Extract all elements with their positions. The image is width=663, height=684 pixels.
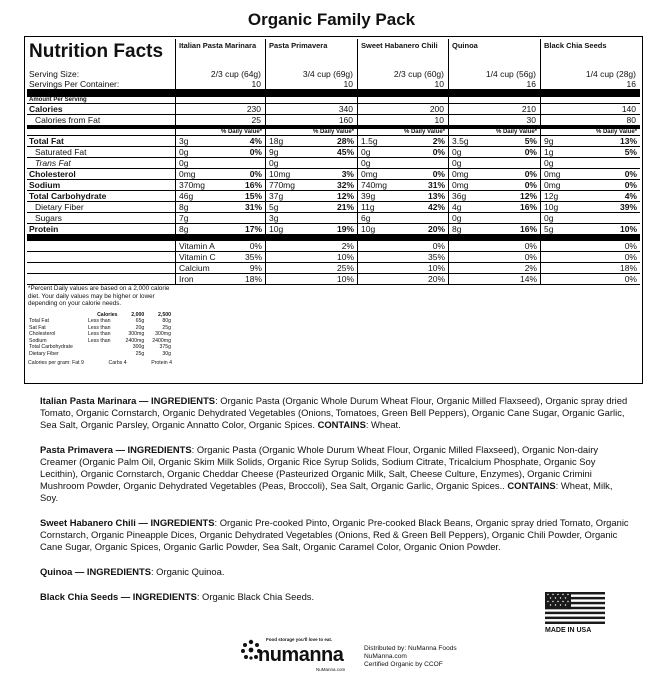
ingredient-product: Quinoa — INGREDIENTS xyxy=(40,566,151,577)
nutrient-cell xyxy=(540,202,640,213)
vitamin-cell xyxy=(265,241,357,252)
nutrient-label: Protein xyxy=(29,224,59,234)
nutrient-cell xyxy=(265,158,357,169)
vitamin-value: 18% xyxy=(619,263,637,273)
nutrient-percent: 0% xyxy=(524,169,537,179)
nutrient-amount: 0mg xyxy=(179,169,196,179)
ft-cell: Sodium xyxy=(29,337,47,344)
nutrient-cell xyxy=(540,191,640,202)
calories-fat-value: 160 xyxy=(265,115,357,125)
ft-cell: Sat Fat xyxy=(29,324,46,331)
calories-fat-value: 10 xyxy=(357,115,448,125)
product-header: Italian Pasta Marinara xyxy=(175,39,265,69)
rule xyxy=(357,90,448,97)
ft-cell: Total Fat xyxy=(29,318,49,324)
nutrient-cell xyxy=(175,224,265,234)
blank xyxy=(448,97,540,104)
nutrient-percent: 16% xyxy=(519,224,537,234)
nutrient-cell xyxy=(175,191,265,202)
ft-cell: 65g xyxy=(135,318,145,324)
vitamin-cell xyxy=(448,274,540,285)
servings-value: 10 xyxy=(265,79,357,90)
nutrient-cell xyxy=(265,180,357,191)
nutrient-amount: 3g xyxy=(179,136,189,146)
calories-value: 140 xyxy=(540,104,640,115)
blank xyxy=(265,97,357,104)
nutrient-amount: 46g xyxy=(179,191,194,201)
product-header: Black Chia Seeds xyxy=(540,39,640,69)
vitamin-cell xyxy=(540,263,640,274)
vitamin-value: 0% xyxy=(624,274,637,284)
ingredient-paragraph xyxy=(40,444,630,504)
ft-cell: Total Carbohydrate xyxy=(29,344,73,350)
vitamin-value: 10% xyxy=(427,263,445,273)
calories-fat-value: 25 xyxy=(175,115,265,125)
logo-tagline: Food storage you'll love to eat. xyxy=(266,637,333,642)
serving-size-value: 2/3 cup (60g) xyxy=(357,69,448,79)
servings-label: Servings Per Container: xyxy=(27,79,175,90)
rule xyxy=(27,234,175,241)
ingredient-paragraph xyxy=(40,517,630,553)
nutrient-cell xyxy=(357,158,448,169)
nutrient-amount: 6g xyxy=(361,213,371,223)
nutrient-amount: 770mg xyxy=(269,180,295,190)
nutrient-amount: 370mg xyxy=(179,180,205,190)
vitamin-label: Vitamin C xyxy=(179,252,216,262)
ft-cell: Less than xyxy=(88,318,111,324)
nutrient-amount: 8g xyxy=(179,224,189,234)
ft-row xyxy=(28,351,172,358)
rule xyxy=(175,90,265,97)
nutrient-label: Sodium xyxy=(27,180,175,191)
blank xyxy=(27,241,175,252)
vitamin-cell xyxy=(448,252,540,263)
logo-wordmark: numanna xyxy=(258,644,344,666)
vitamin-value: 0% xyxy=(524,252,537,262)
nutrient-amount: 10g xyxy=(361,224,376,234)
nutrient-amount: 18g xyxy=(269,136,284,146)
ft-header: 2,000 xyxy=(131,311,145,318)
daily-value-table xyxy=(28,312,172,358)
nutrient-label: Trans Fat xyxy=(27,158,175,169)
blank xyxy=(27,263,175,274)
ingredient-product: Sweet Habanero Chili — INGREDIENTS xyxy=(40,517,215,528)
rule xyxy=(540,234,640,241)
blank xyxy=(540,97,640,104)
nutrient-percent: 45% xyxy=(336,147,354,157)
nutrient-amount: 0mg xyxy=(361,169,378,179)
nutrient-amount: 5g xyxy=(269,202,279,212)
nutrient-percent: 28% xyxy=(336,136,354,146)
nutrient-amount: 0g xyxy=(361,158,371,168)
nutrient-amount: 1g xyxy=(544,147,554,157)
nutrient-label: Total Fat xyxy=(27,136,175,147)
nutrient-percent: 0% xyxy=(624,180,637,190)
made-in-usa: MADE IN USA xyxy=(545,627,592,634)
vitamin-cell xyxy=(175,241,265,252)
nutrient-cell xyxy=(448,158,540,169)
nutrient-percent: 10% xyxy=(619,224,637,234)
ft-cell: 300mg xyxy=(155,331,171,337)
footnote-text: *Percent Daily values are based on a 2,000 calorie diet. Your daily values may be higher or lower depending on your calorie needs. xyxy=(28,285,170,307)
nutrient-percent: 12% xyxy=(336,191,354,201)
nutrition-panel xyxy=(24,36,643,384)
nutrient-amount: 0g xyxy=(361,147,371,157)
vitamin-cell xyxy=(265,263,357,274)
nutrient-percent: 0% xyxy=(524,180,537,190)
rule xyxy=(448,90,540,97)
nutrition-facts-heading: Nutrition Facts xyxy=(29,41,164,62)
nutrient-percent: 21% xyxy=(336,202,354,212)
nutrient-percent: 2% xyxy=(432,136,445,146)
nutrient-amount: 740mg xyxy=(361,180,387,190)
nutrient-label: Dietary Fiber xyxy=(27,202,175,213)
blank xyxy=(27,129,175,136)
nutrient-percent: 20% xyxy=(427,224,445,234)
nutrient-amount: 7g xyxy=(179,213,189,223)
nutrient-amount: 1.5g xyxy=(361,136,378,146)
nutrient-amount: 4g xyxy=(452,202,462,212)
vitamin-label: Iron xyxy=(179,274,194,284)
nutrient-cell xyxy=(540,213,640,224)
ft-cell: Cholesterol xyxy=(29,331,56,337)
nutrient-amount: 10mg xyxy=(269,169,291,179)
nutrient-cell xyxy=(265,136,357,147)
daily-value-footnote xyxy=(28,285,172,368)
rule xyxy=(357,234,448,241)
nutrient-cell xyxy=(540,136,640,147)
nutrient-amount: 39g xyxy=(361,191,376,201)
ingredient-paragraph xyxy=(40,395,630,431)
amount-per-serving-label: Amount Per Serving xyxy=(27,97,175,104)
nutrient-amount: 10g xyxy=(544,202,559,212)
ingredients-section xyxy=(40,395,630,616)
calories-value: 340 xyxy=(265,104,357,115)
nutrient-percent: 17% xyxy=(244,224,262,234)
nutrient-cell xyxy=(448,180,540,191)
vitamin-value: 0% xyxy=(524,241,537,251)
nutrient-percent: 0% xyxy=(524,147,537,157)
servings-value: 16 xyxy=(540,79,640,90)
vitamin-value: 9% xyxy=(249,263,262,273)
nutrient-cell xyxy=(175,136,265,147)
nutrient-cell xyxy=(265,224,357,234)
ingredient-product: Black Chia Seeds — INGREDIENTS xyxy=(40,591,197,602)
nutrient-percent: 16% xyxy=(244,180,262,190)
nutrient-percent: 0% xyxy=(249,147,262,157)
nutrient-percent: 5% xyxy=(524,136,537,146)
nutrient-percent: 15% xyxy=(244,191,262,201)
contains-text: : Wheat. xyxy=(365,419,401,430)
nutrient-amount: 0mg xyxy=(452,180,469,190)
vitamin-value: 2% xyxy=(524,263,537,273)
nutrient-cell xyxy=(357,202,448,213)
nutrient-cell xyxy=(357,180,448,191)
vitamin-cell xyxy=(540,241,640,252)
rule xyxy=(265,234,357,241)
vitamin-cell xyxy=(357,241,448,252)
nutrient-cell xyxy=(540,224,640,234)
nutrient-percent: 0% xyxy=(624,169,637,179)
nutrient-cell xyxy=(448,191,540,202)
rule xyxy=(448,234,540,241)
nutrient-amount: 5g xyxy=(544,224,554,234)
ft-cell xyxy=(87,351,119,358)
vitamin-cell xyxy=(175,274,265,285)
nutrient-percent: 4% xyxy=(624,191,637,201)
ft-cell: 20g xyxy=(135,324,145,331)
nutrient-cell xyxy=(175,202,265,213)
nutrient-amount: 0g xyxy=(179,158,189,168)
nutrient-cell xyxy=(357,213,448,224)
vitamin-cell xyxy=(175,252,265,263)
rule xyxy=(27,90,175,97)
ingredient-product: Italian Pasta Marinara — INGREDIENTS xyxy=(40,395,216,406)
nutrient-cell xyxy=(357,147,448,158)
nutrient-cell xyxy=(175,169,265,180)
vitamin-cell xyxy=(540,274,640,285)
nutrient-cell xyxy=(175,158,265,169)
nutrient-label: Saturated Fat xyxy=(27,147,175,158)
ft-cell: Less than xyxy=(88,331,111,337)
nutrient-amount: 0mg xyxy=(544,169,561,179)
nutrient-amount: 9g xyxy=(269,147,279,157)
blank xyxy=(27,252,175,263)
nutrient-cell xyxy=(265,191,357,202)
ft-cell: Less than xyxy=(88,337,111,344)
nutrient-cell xyxy=(265,169,357,180)
vitamin-value: 35% xyxy=(244,252,262,262)
nutrient-amount: 10g xyxy=(269,224,284,234)
vitamin-cell xyxy=(357,263,448,274)
nutrient-percent: 0% xyxy=(432,169,445,179)
nutrient-amount: 0g xyxy=(452,158,462,168)
ingredient-text: : Organic Pasta (Organic Whole Durum Wheat Flour, Organic Milled Flaxseed), Organic spray dried Tomato, Organic Cornstarch, Organic Dehydrated Vegetables (Onions, Tomatoes, Green Bell Peppers), Organic Cane Sugar, Organic Garlic, Sea Salt, Organic Parsley, Organic Annatto Color, Organic Spices. xyxy=(40,395,628,430)
vitamin-value: 35% xyxy=(427,252,445,262)
nutrient-cell xyxy=(448,147,540,158)
vitamin-value: 0% xyxy=(624,252,637,262)
nutrient-percent: 32% xyxy=(336,180,354,190)
serving-size-value: 3/4 cup (69g) xyxy=(265,69,357,79)
nutrient-amount: 0g xyxy=(269,158,279,168)
ingredient-paragraph xyxy=(40,591,630,603)
vitamin-cell xyxy=(175,263,265,274)
vitamin-value: 2% xyxy=(341,241,354,251)
nutrient-percent: 31% xyxy=(244,202,262,212)
ft-cell: 2400mg xyxy=(125,337,145,344)
nutrient-cell xyxy=(175,147,265,158)
daily-value-header: % Daily Value* xyxy=(448,129,540,136)
product-header: Sweet Habanero Chili xyxy=(357,39,448,69)
vitamin-value: 10% xyxy=(336,274,354,284)
nutrient-cell xyxy=(540,158,640,169)
nutrient-amount: 3g xyxy=(269,213,279,223)
us-flag-icon xyxy=(545,592,605,624)
nutrient-amount: 36g xyxy=(452,191,467,201)
ft-cell: Less than xyxy=(88,324,111,331)
nutrient-cell xyxy=(265,147,357,158)
vitamin-cell xyxy=(540,252,640,263)
nutrient-cell xyxy=(540,147,640,158)
blank xyxy=(175,97,265,104)
servings-value: 10 xyxy=(175,79,265,90)
rule xyxy=(175,234,265,241)
vitamin-label: Vitamin A xyxy=(179,241,215,251)
nutrient-percent: 39% xyxy=(619,202,637,212)
serving-size-value: 2/3 cup (64g) xyxy=(175,69,265,79)
ingredient-paragraph xyxy=(40,566,630,578)
vitamin-cell xyxy=(265,252,357,263)
vitamin-value: 14% xyxy=(519,274,537,284)
ft-cell: Dietary Fiber xyxy=(29,350,59,357)
daily-value-header: % Daily Value* xyxy=(265,129,357,136)
vitamin-cell xyxy=(265,274,357,285)
nutrient-cell xyxy=(448,169,540,180)
nutrient-amount: 11g xyxy=(361,202,375,212)
nutrient-percent: 42% xyxy=(427,202,445,212)
ft-cell: 30g xyxy=(162,350,171,357)
vitamin-label: Calcium xyxy=(179,263,210,273)
nutrient-cell xyxy=(448,202,540,213)
vitamin-value: 0% xyxy=(249,241,262,251)
calories-value: 200 xyxy=(357,104,448,115)
serving-size-label: Serving Size: xyxy=(29,69,80,79)
nutrient-percent: 0% xyxy=(249,169,262,179)
calories-label: Calories xyxy=(27,104,175,115)
nutrient-cell xyxy=(357,224,448,234)
nutrient-percent: 19% xyxy=(336,224,354,234)
nutrient-amount: 9g xyxy=(544,136,554,146)
nutrient-amount: 3.5g xyxy=(452,136,469,146)
blank xyxy=(357,97,448,104)
calories-fat-value: 30 xyxy=(448,115,540,125)
calories-fat-label: Calories from Fat xyxy=(35,115,101,125)
daily-value-header: % Daily Value* xyxy=(540,129,640,136)
page-title: Organic Family Pack xyxy=(247,10,416,29)
serving-size-value: 1/4 cup (56g) xyxy=(448,69,540,79)
nutrient-percent: 13% xyxy=(619,136,637,146)
nutrient-percent: 5% xyxy=(624,147,637,157)
nutrient-percent: 4% xyxy=(249,136,262,146)
nutrient-cell xyxy=(357,136,448,147)
nutrient-amount: 37g xyxy=(269,191,284,201)
vitamin-cell xyxy=(448,263,540,274)
nutrient-cell xyxy=(448,213,540,224)
nutrient-cell xyxy=(448,136,540,147)
vitamin-cell xyxy=(448,241,540,252)
ft-cell: 25g xyxy=(162,324,171,331)
nutrient-cell xyxy=(540,180,640,191)
nutrient-cell xyxy=(357,191,448,202)
ft-cell: 80g xyxy=(162,318,171,324)
ft-cell: 2400mg xyxy=(152,337,171,344)
calories-value: 210 xyxy=(448,104,540,115)
vitamin-value: 10% xyxy=(336,252,354,262)
nutrient-percent: 3% xyxy=(341,169,354,179)
numanna-logo xyxy=(240,637,360,677)
nutrient-label: Total Carbohydrate xyxy=(27,191,175,202)
nutrition-grid xyxy=(27,39,640,285)
vitamin-cell xyxy=(357,274,448,285)
nutrient-amount: 8g xyxy=(179,202,189,212)
nutrient-percent: 16% xyxy=(519,202,537,212)
contains-label: CONTAINS xyxy=(507,480,556,491)
nutrient-cell xyxy=(540,169,640,180)
ingredient-text: : Organic Quinoa. xyxy=(150,566,225,577)
ingredient-product: Pasta Primavera — INGREDIENTS xyxy=(40,444,192,455)
logo-site: NuManna.com xyxy=(316,667,346,672)
nutrient-amount: 0g xyxy=(544,158,554,168)
vitamin-value: 18% xyxy=(244,274,262,284)
ft-cell: 375g xyxy=(159,344,171,350)
nutrient-label: Cholesterol xyxy=(27,169,175,180)
nutrient-percent: 13% xyxy=(427,191,445,201)
nutrient-amount: 0mg xyxy=(452,169,469,179)
ingredient-text: : Organic Black Chia Seeds. xyxy=(196,591,315,602)
nutrient-percent: 12% xyxy=(519,191,537,201)
rule xyxy=(265,90,357,97)
rule xyxy=(540,90,640,97)
nutrient-percent: 31% xyxy=(427,180,445,190)
daily-value-header: % Daily Value* xyxy=(357,129,448,136)
blank xyxy=(27,274,175,285)
vitamin-cell xyxy=(357,252,448,263)
nutrient-cell xyxy=(357,169,448,180)
product-header: Quinoa xyxy=(448,39,540,69)
nutrient-cell xyxy=(175,213,265,224)
nutrient-amount: 12g xyxy=(544,191,559,201)
nutrient-percent: 0% xyxy=(432,147,445,157)
ft-cell: 25g xyxy=(135,350,145,357)
nutrient-cell xyxy=(265,202,357,213)
ft-cell: 300mg xyxy=(128,331,145,337)
servings-value: 10 xyxy=(357,79,448,90)
nutrient-cell xyxy=(175,180,265,191)
nutrient-amount: 0g xyxy=(452,213,462,223)
calories-fat-value: 80 xyxy=(540,115,640,125)
nutrient-amount: 0mg xyxy=(544,180,561,190)
contains-label: CONTAINS xyxy=(317,419,366,430)
serving-size-value: 1/4 cup (28g) xyxy=(540,69,640,79)
vitamin-value: 25% xyxy=(336,263,354,273)
contains-text: : Wheat, Milk, Soy. xyxy=(40,480,613,503)
distributor-info: Distributed by: NuManna Foods NuManna.com Certified Organic by CCOF xyxy=(364,645,457,668)
ft-header: Calories xyxy=(97,311,118,318)
calories-per-gram: Calories per gram: Fat 9 Carbs 4 Protein 4 xyxy=(28,360,172,366)
nutrient-label: Sugars xyxy=(27,213,175,224)
servings-value: 16 xyxy=(448,79,540,90)
ft-header: 2,500 xyxy=(158,311,171,318)
vitamin-value: 0% xyxy=(432,241,445,251)
nutrient-amount: 8g xyxy=(452,224,462,234)
nutrient-cell xyxy=(265,213,357,224)
nutrient-amount: 0g xyxy=(452,147,462,157)
calories-value: 230 xyxy=(175,104,265,115)
product-header: Pasta Primavera xyxy=(265,39,357,69)
ingredient-text: : Organic Pre-cooked Pinto, Organic Pre-cooked Black Beans, Organic spray dried Tomato, Organic Cornstarch, Organic Pineapple Dices, Organic Dehydrated Vegetables (Onions, Red & Green Bell Peppers), Organic Chili Powder, Organic Cane Sugar, Organic Spices, Organic Garlic Powder, Sea Salt, Organic Caramel Color, Organic Onion Powder. xyxy=(40,517,629,552)
vitamin-value: 20% xyxy=(427,274,445,284)
vitamin-value: 0% xyxy=(624,241,637,251)
ingredient-text: : Organic Pasta (Organic Whole Durum Wheat Flour, Organic Milled Flaxseed), Organic Non-dairy Creamer (Organic Palm Oil, Organic Skim Milk Solids, Organic Rice Syrup Solids, Sodium Citrate, Tricalcium Phosphate, Organic Soy Lecithin), Organic Cornstarch, Organic Cheddar Cheese (Pasteurized Organic Milk, Salt, Cheese Culture, Enzymes), Organic Crimini Mushroom Powder, Organic Dehydrated Vegetables (Peas, Broccoli), Sea Salt, Organic Garlic, Organic Spices.. xyxy=(40,444,599,491)
daily-value-header: % Daily Value* xyxy=(175,129,265,136)
ft-cell: 300g xyxy=(132,344,145,350)
nutrient-cell xyxy=(448,224,540,234)
nutrient-amount: 0g xyxy=(179,147,189,157)
nutrient-amount: 0g xyxy=(544,213,554,223)
